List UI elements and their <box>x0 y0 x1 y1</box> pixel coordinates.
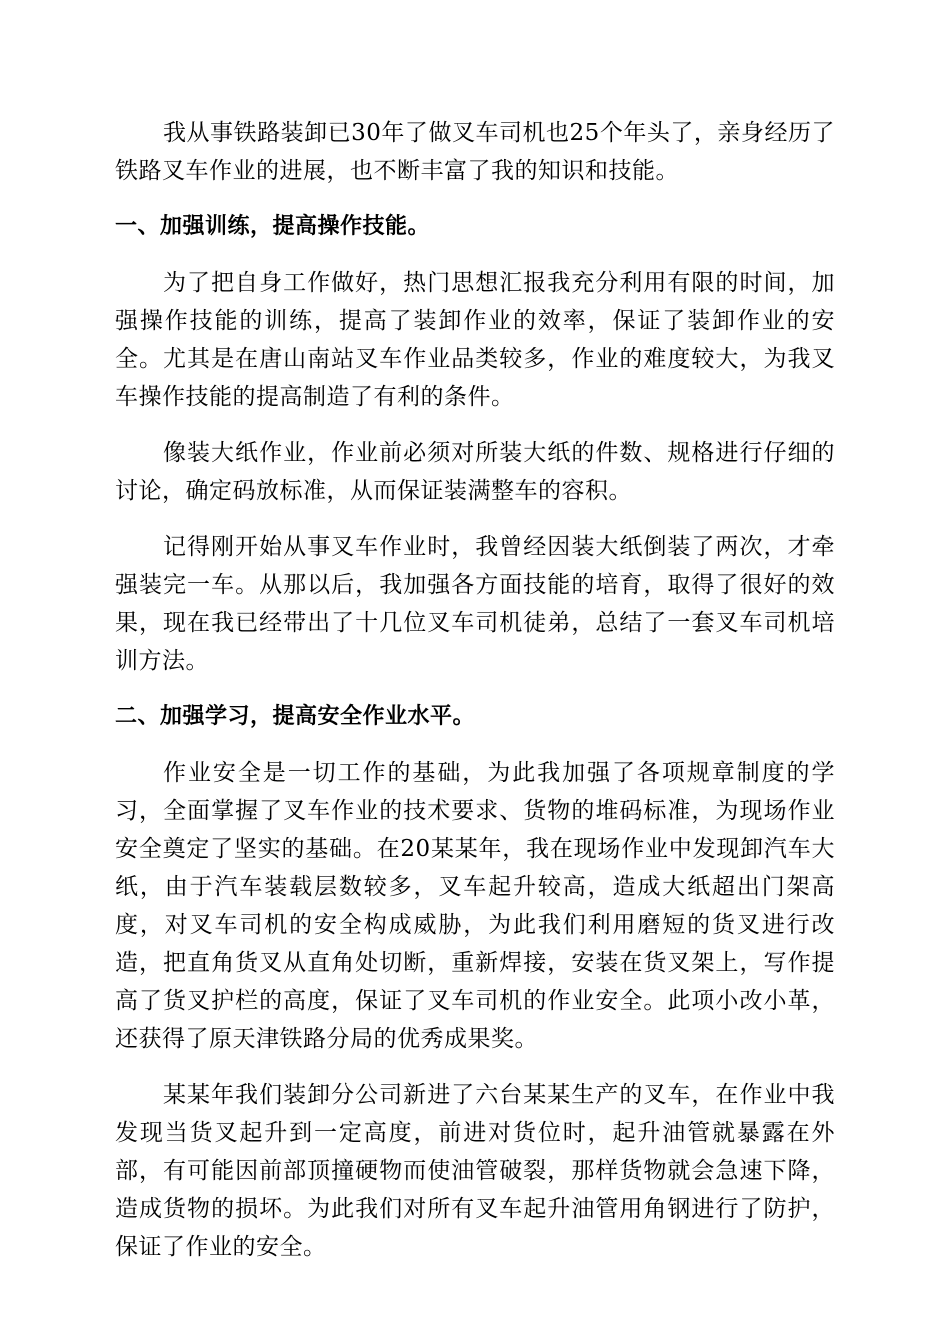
paragraph-training-1: 为了把自身工作做好，热门思想汇报我充分利用有限的时间，加强操作技能的训练，提高了装卸作业的效率，保证了装卸作业的安全。尤其是在唐山南站叉车作业品类较多，作业的难度较大，为我叉车操作技能的提高制造了有利的条件。 <box>115 270 835 410</box>
paragraph-training-2: 像装大纸作业，作业前必须对所装大纸的件数、规格进行仔细的讨论，确定码放标准，从而保证装满整车的容积。 <box>115 440 835 504</box>
paragraph-safety-1: 作业安全是一切工作的基础，为此我加强了各项规章制度的学习，全面掌握了叉车作业的技术要求、货物的堆码标准，为现场作业安全奠定了坚实的基础。在20某某年，我在现场作业中发现卸汽车大纸，由于汽车装载层数较多，叉车起升较高，造成大纸超出门架高度，对叉车司机的安全构成威胁，为此我们利用磨短的货叉进行改造，把直角货叉从直角处切断，重新焊接，安装在货叉架上，写作提高了货叉护栏的高度，保证了叉车司机的作业安全。此项小改小革，还获得了原天津铁路分局的优秀成果奖。 <box>115 760 835 1052</box>
paragraph-safety-2: 某某年我们装卸分公司新进了六台某某生产的叉车，在作业中我发现当货叉起升到一定高度，前进对货位时，起升油管就暴露在外部，有可能因前部顶撞硬物而使油管破裂，那样货物就会急速下降，造成货物的损坏。为此我们对所有叉车起升油管用角钢进行了防护，保证了作业的安全。 <box>115 1082 835 1260</box>
paragraph-intro: 我从事铁路装卸已30年了做叉车司机也25个年头了，亲身经历了铁路叉车作业的进展，也不断丰富了我的知识和技能。 <box>115 120 835 184</box>
section-heading-training: 一、加强训练，提高操作技能。 <box>115 214 431 239</box>
document-body <box>115 114 835 1284</box>
section-heading-safety: 二、加强学习，提高安全作业水平。 <box>115 704 476 729</box>
paragraph-training-3: 记得刚开始从事叉车作业时，我曾经因装大纸倒装了两次，才牵强装完一车。从那以后，我加强各方面技能的培育，取得了很好的效果，现在我已经带出了十几位叉车司机徒弟，总结了一套叉车司机培训方法。 <box>115 534 835 674</box>
